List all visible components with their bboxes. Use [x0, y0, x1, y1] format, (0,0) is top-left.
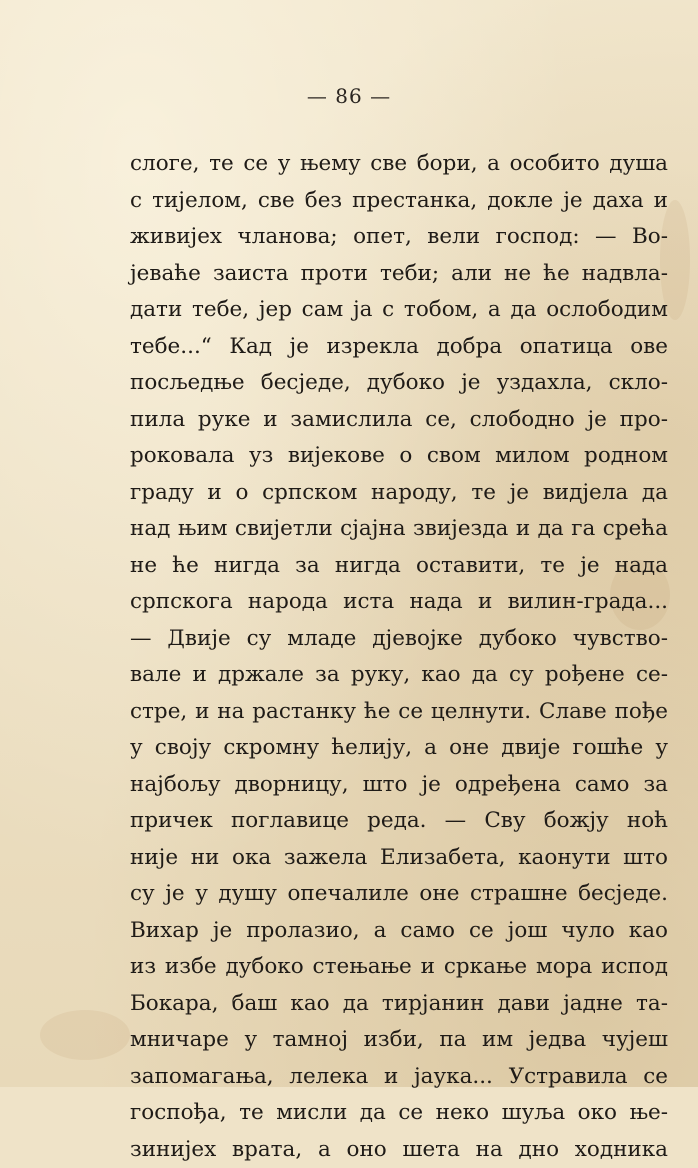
text-line: с тијелом, све без престанка, докле је даха и	[130, 183, 668, 220]
page-number: — 86 —	[0, 84, 698, 108]
text-line: запомагања, лелека и јаука... Устравила се	[130, 1059, 668, 1096]
text-line: српскога народа иста нада и вилин-града...	[130, 584, 668, 621]
text-line: у своју скромну ћелију, а оне двије гошће у	[130, 730, 668, 767]
text-line: тебе...“ Кад је изрекла добра опатица ове	[130, 329, 668, 366]
text-line: дати тебе, јер сам ја с тобом, а да ослободим	[130, 292, 668, 329]
text-line: зинијех врата, а оно шета на дно ходника	[130, 1132, 668, 1168]
text-line: госпођа, те мисли да се неко шуља око ње-	[130, 1095, 668, 1132]
text-line: су је у душу опечалиле оне страшне бесједе.	[130, 876, 668, 913]
text-line: живијех чланова; опет, вели господ: — Во-	[130, 219, 668, 256]
text-line: најбољу дворницу, што је одређена само за	[130, 767, 668, 804]
text-line: стре, и на растанку ће се целнути. Славе пође	[130, 694, 668, 731]
text-line: није ни ока зажела Елизабета, каонути што	[130, 840, 668, 877]
paper-stain	[40, 1010, 130, 1060]
text-line: јеваће заиста проти теби; али не ће надвла-	[130, 256, 668, 293]
text-line: из избе дубоко стењање и сркање мора испод	[130, 949, 668, 986]
text-line: причек поглавице реда. — Сву божју ноћ	[130, 803, 668, 840]
text-line: — Двије су младе дјевојке дубоко чувство-	[130, 621, 668, 658]
text-line: мничаре у тамној изби, па им једва чујеш	[130, 1022, 668, 1059]
text-line: не ће нигда за нигда оставити, те је нада	[130, 548, 668, 585]
text-line: над њим свијетли сјајна звијезда и да га срећа	[130, 511, 668, 548]
text-line: слоге, те се у њему све бори, а особито душа	[130, 146, 668, 183]
text-line: Бокара, баш као да тирјанин дави јадне та-	[130, 986, 668, 1023]
text-line: граду и о српском народу, те је видјела да	[130, 475, 668, 512]
text-line: посљедње бесједе, дубоко је уздахла, скло-	[130, 365, 668, 402]
text-line: Вихар је пролазио, а само се још чуло као	[130, 913, 668, 950]
text-line: роковала уз вијекове о свом милом родном	[130, 438, 668, 475]
body-text	[130, 146, 668, 1168]
text-line: пила руке и замислила се, слободно је про-	[130, 402, 668, 439]
text-line: вале и држале за руку, као да су рођене се-	[130, 657, 668, 694]
